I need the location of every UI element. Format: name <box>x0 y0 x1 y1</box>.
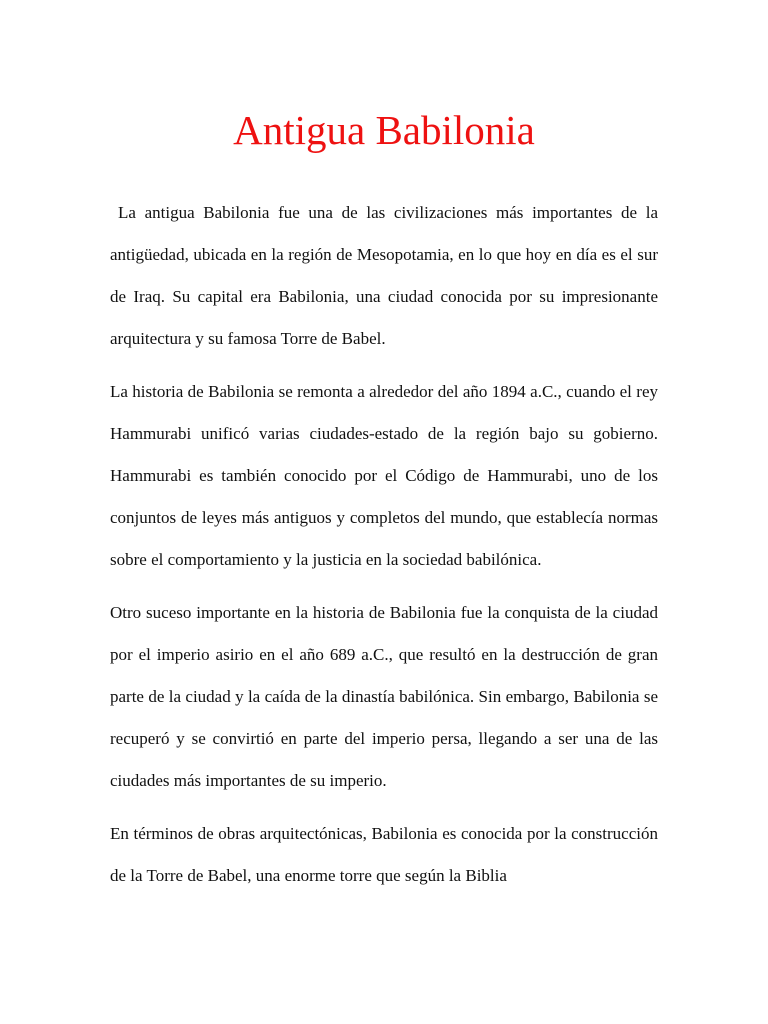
paragraph-intro: La antigua Babilonia fue una de las civilizaciones más importantes de la antigüedad, ubicada en la región de Mesopotamia, en lo que hoy en día es el sur de Iraq. Su capital era Babilonia, una ciudad conocida por su impresionante arquitectura y su famosa Torre de Babel. <box>110 203 658 348</box>
paragraph-architecture: En términos de obras arquitectónicas, Babilonia es conocida por la construcción de la Torre de Babel, una enorme torre que según la Biblia <box>110 824 658 885</box>
document-body <box>110 192 658 908</box>
paragraph-history: La historia de Babilonia se remonta a alrededor del año 1894 a.C., cuando el rey Hammurabi unificó varias ciudades-estado de la región bajo su gobierno. Hammurabi es también conocido por el Código de Hammurabi, uno de los conjuntos de leyes más antiguos y completos del mundo, que establecía normas sobre el comportamiento y la justicia en la sociedad babilónica. <box>110 382 658 569</box>
document-title: Antigua Babilonia <box>233 107 535 153</box>
paragraph-conquest: Otro suceso importante en la historia de Babilonia fue la conquista de la ciudad por el imperio asirio en el año 689 a.C., que resultó en la destrucción de gran parte de la ciudad y la caída de la dinastía babilónica. Sin embargo, Babilonia se recuperó y se convirtió en parte del imperio persa, llegando a ser una de las ciudades más importantes de su imperio. <box>110 603 658 790</box>
